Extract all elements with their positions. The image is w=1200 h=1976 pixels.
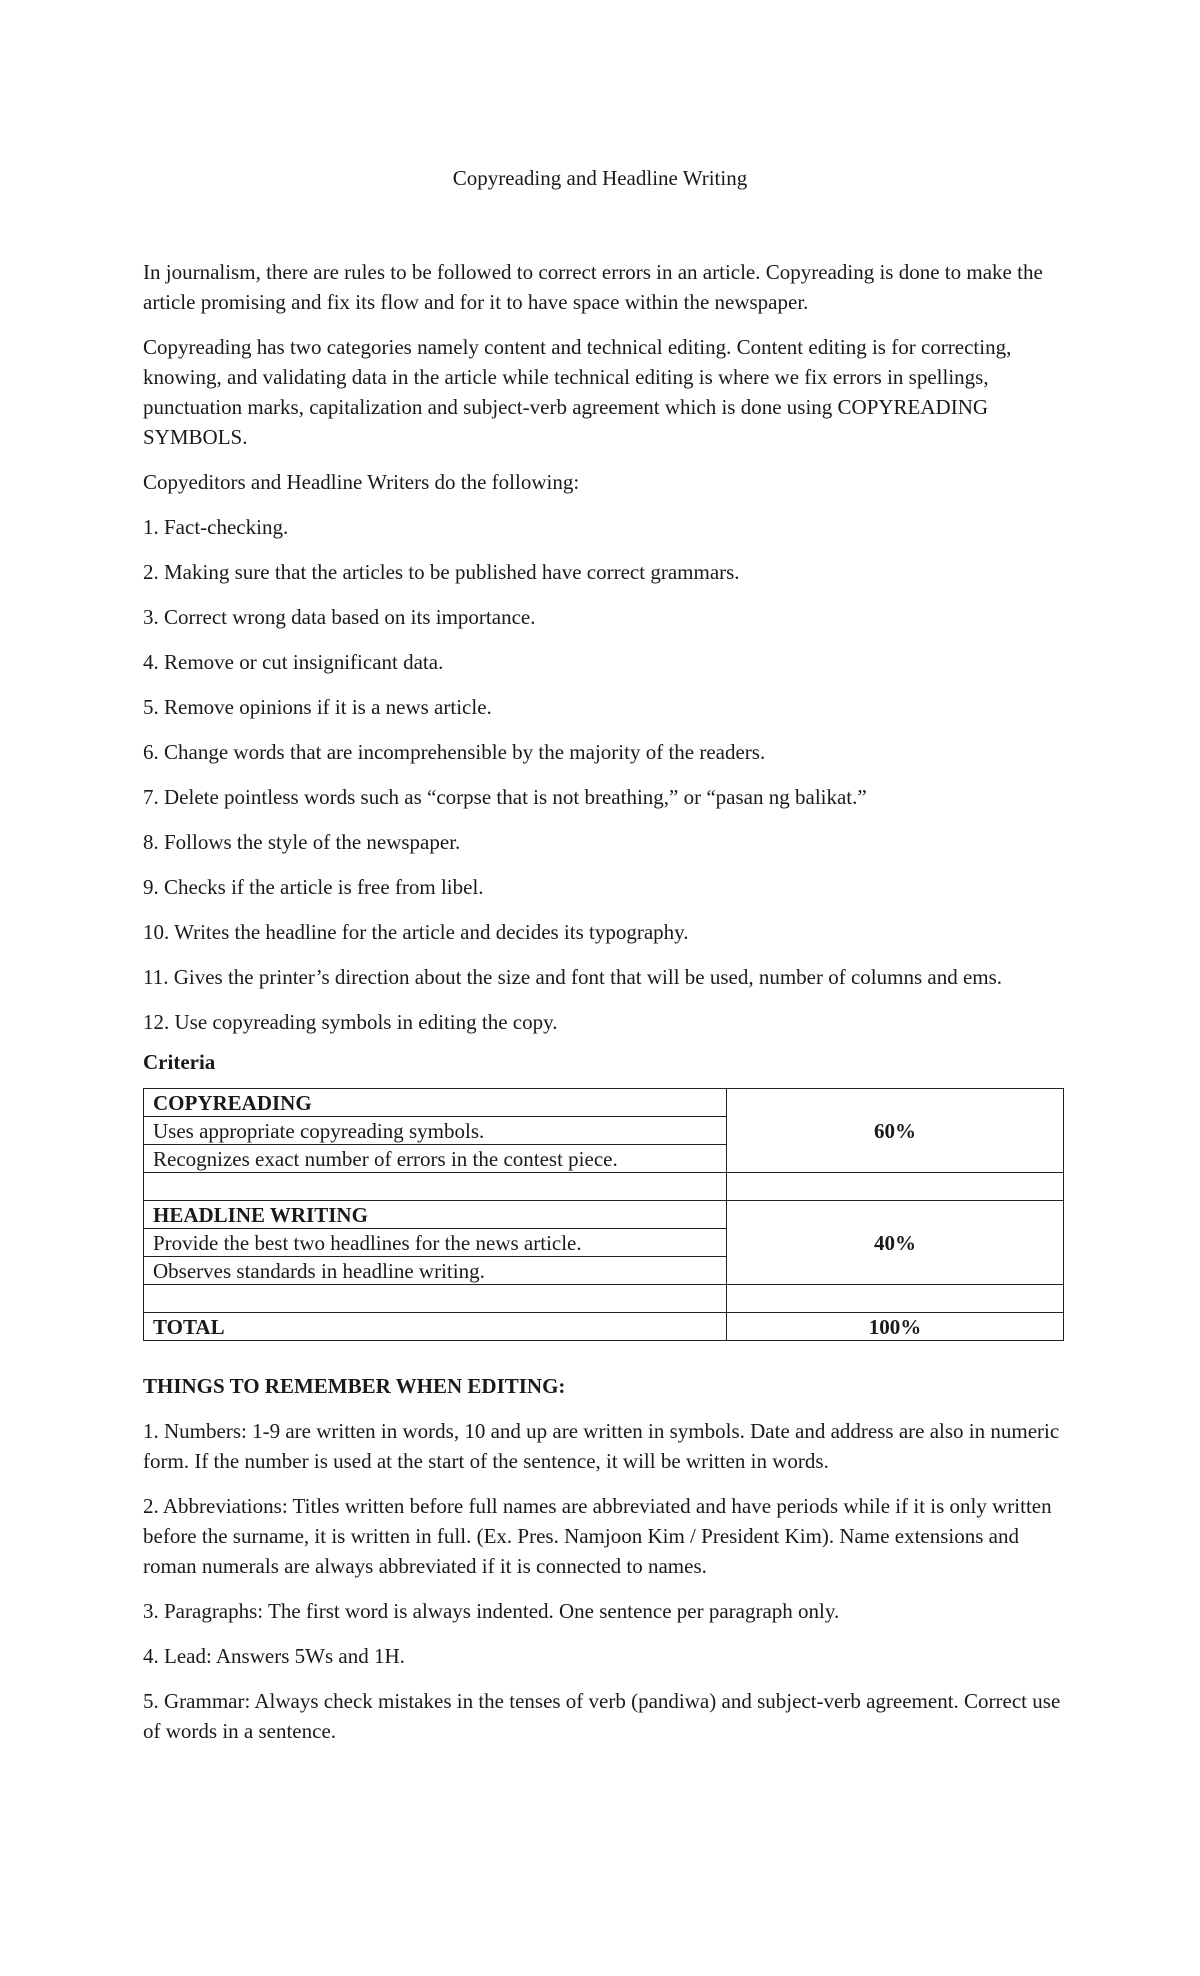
criteria-table [143,1088,1064,1341]
list-item: 1. Fact-checking. [143,515,289,539]
list-item: 1. Numbers: 1-9 are written in words, 10 and up are written in symbols. Date and address are also in numeric form. If the number is used at the start of the sentence, it will be written in words. [143,1419,1060,1473]
table-row [144,1089,1064,1117]
criterion-item: Recognizes exact number of errors in the contest piece. [144,1145,727,1173]
blank-cell [144,1285,727,1313]
intro-paragraph: Copyreading has two categories namely content and technical editing. Content editing is for correcting, knowing, and validating data in the article while technical editing is where we fix errors in spellings, punctuation marks, capitalization and subject-verb agreement which is done using COPYREADING SYMBOLS. [143,335,1012,449]
table-row [144,1173,1064,1201]
list-item: 6. Change words that are incomprehensible by the majority of the readers. [143,740,766,764]
headline-percent: 40% [727,1201,1064,1285]
copyreading-percent: 60% [727,1089,1064,1173]
criterion-item: Uses appropriate copyreading symbols. [144,1117,727,1145]
list-item: 3. Correct wrong data based on its importance. [143,605,536,629]
list-item: 7. Delete pointless words such as “corpse that is not breathing,” or “pasan ng balikat.” [143,785,867,809]
list-item: 12. Use copyreading symbols in editing the copy. [143,1010,558,1034]
list-item: 5. Remove opinions if it is a news article. [143,695,492,719]
list-item: 4. Remove or cut insignificant data. [143,650,444,674]
total-percent: 100% [727,1313,1064,1341]
things-heading: THINGS TO REMEMBER WHEN EDITING: [143,1374,566,1398]
blank-cell [727,1173,1064,1201]
criteria-heading: Criteria [143,1050,216,1074]
document-body [143,257,1063,1761]
blank-cell [144,1173,727,1201]
page-title: Copyreading and Headline Writing [452,166,748,190]
list-item: 3. Paragraphs: The first word is always indented. One sentence per paragraph only. [143,1599,840,1623]
table-row [144,1313,1064,1341]
blank-cell [727,1285,1064,1313]
table-row [144,1285,1064,1313]
things-list [143,1416,1063,1746]
list-item: 2. Making sure that the articles to be published have correct grammars. [143,560,740,584]
list-item: 8. Follows the style of the newspaper. [143,830,461,854]
list-item: 2. Abbreviations: Titles written before full names are abbreviated and have periods while if it is only written before the surname, it is written in full. (Ex. Pres. Namjoon Kim / President Kim). Name extensions and roman numerals are always abbreviated if it is connected to names. [143,1494,1052,1578]
criterion-item: Provide the best two headlines for the news article. [144,1229,727,1257]
list-item: 4. Lead: Answers 5Ws and 1H. [143,1644,405,1668]
intro-paragraph: In journalism, there are rules to be followed to correct errors in an article. Copyreading is done to make the article promising and fix its flow and for it to have space within the newspaper. [143,260,1043,314]
list-item: 11. Gives the printer’s direction about the size and font that will be used, number of columns and ems. [143,965,1003,989]
intro-paragraph: Copyeditors and Headline Writers do the following: [143,470,580,494]
headline-label: HEADLINE WRITING [144,1201,727,1229]
total-label: TOTAL [144,1313,727,1341]
duties-list [143,512,1063,1037]
criterion-item: Observes standards in headline writing. [144,1257,727,1285]
list-item: 5. Grammar: Always check mistakes in the tenses of verb (pandiwa) and subject-verb agreement. Correct use of words in a sentence. [143,1689,1061,1743]
list-item: 10. Writes the headline for the article and decides its typography. [143,920,689,944]
list-item: 9. Checks if the article is free from libel. [143,875,484,899]
copyreading-label: COPYREADING [144,1089,727,1117]
table-row [144,1201,1064,1229]
